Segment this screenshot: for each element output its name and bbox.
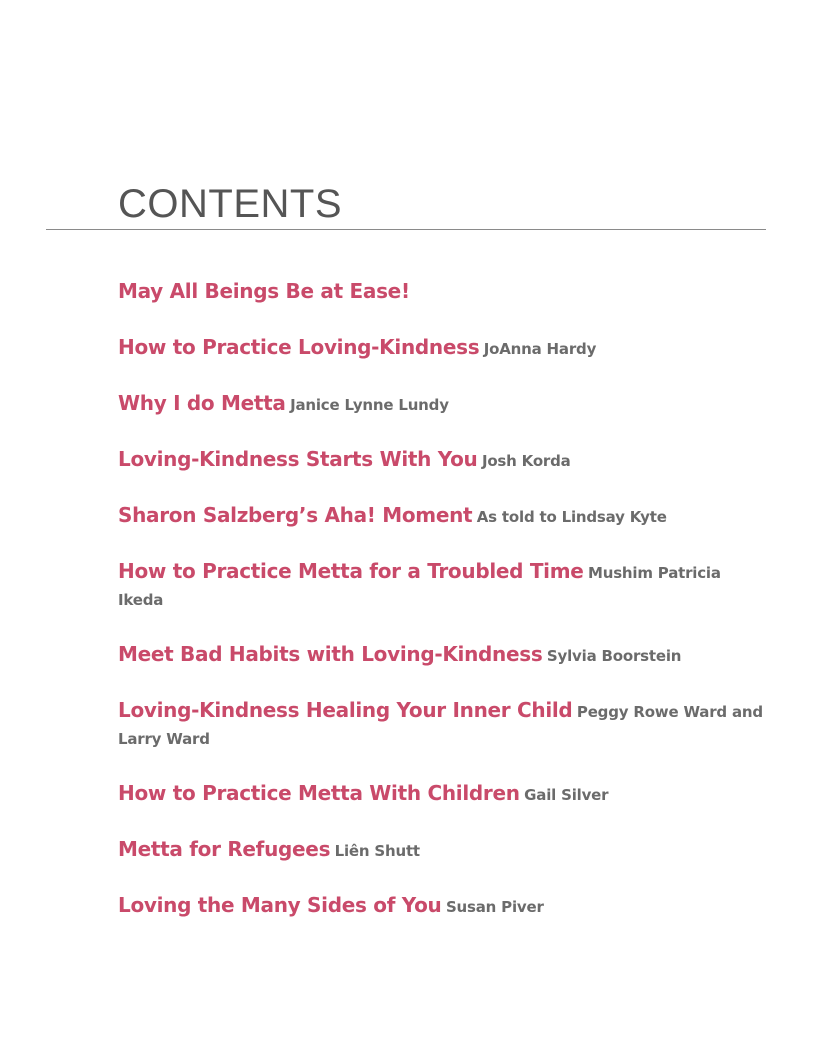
toc-entry-title[interactable]: Sharon Salzberg’s Aha! Moment <box>118 503 473 527</box>
toc-entry-author: Gail Silver <box>524 786 609 804</box>
toc-entry-4[interactable] <box>118 446 768 475</box>
toc-entry-1[interactable] <box>118 278 768 307</box>
toc-entry-11[interactable] <box>118 892 768 921</box>
toc-entry-6[interactable] <box>118 558 768 614</box>
toc-entry-author: Susan Piver <box>445 898 544 916</box>
toc-entry-10[interactable] <box>118 836 768 865</box>
toc-entry-5[interactable] <box>118 502 768 531</box>
toc-entry-title[interactable]: Meet Bad Habits with Loving-Kindness <box>118 642 543 666</box>
toc-entry-title[interactable]: May All Beings Be at Ease! <box>118 279 410 303</box>
toc-entry-author: Josh Korda <box>481 452 571 470</box>
toc-entry-title[interactable]: Loving the Many Sides of You <box>118 893 442 917</box>
toc-entry-8[interactable] <box>118 697 768 753</box>
toc-entry-title[interactable]: Metta for Refugees <box>118 837 331 861</box>
toc-entry-title[interactable]: How to Practice Loving-Kindness <box>118 335 480 359</box>
toc-entry-author: Janice Lynne Lundy <box>290 396 449 414</box>
heading-divider <box>46 229 766 230</box>
toc-entry-author: Mushim Patricia Ikeda <box>118 564 721 609</box>
toc-entry-title[interactable]: Loving-Kindness Healing Your Inner Child <box>118 698 573 722</box>
toc-entry-title[interactable]: Loving-Kindness Starts With You <box>118 447 478 471</box>
toc-entry-author: Liên Shutt <box>334 842 420 860</box>
toc-entry-author: Sylvia Boorstein <box>546 647 682 665</box>
toc-entry-7[interactable] <box>118 641 768 670</box>
page-title: CONTENTS <box>118 182 342 226</box>
toc-entry-title[interactable]: How to Practice Metta With Children <box>118 781 520 805</box>
toc-entry-9[interactable] <box>118 780 768 809</box>
table-of-contents <box>118 278 768 948</box>
toc-entry-author: JoAnna Hardy <box>483 340 597 358</box>
toc-entry-author: Peggy Rowe Ward and Larry Ward <box>118 703 763 748</box>
toc-entry-title[interactable]: How to Practice Metta for a Troubled Time <box>118 559 584 583</box>
toc-entry-3[interactable] <box>118 390 768 419</box>
toc-entry-title[interactable]: Why I do Metta <box>118 391 286 415</box>
toc-entry-2[interactable] <box>118 334 768 363</box>
toc-entry-author: As told to Lindsay Kyte <box>476 508 667 526</box>
